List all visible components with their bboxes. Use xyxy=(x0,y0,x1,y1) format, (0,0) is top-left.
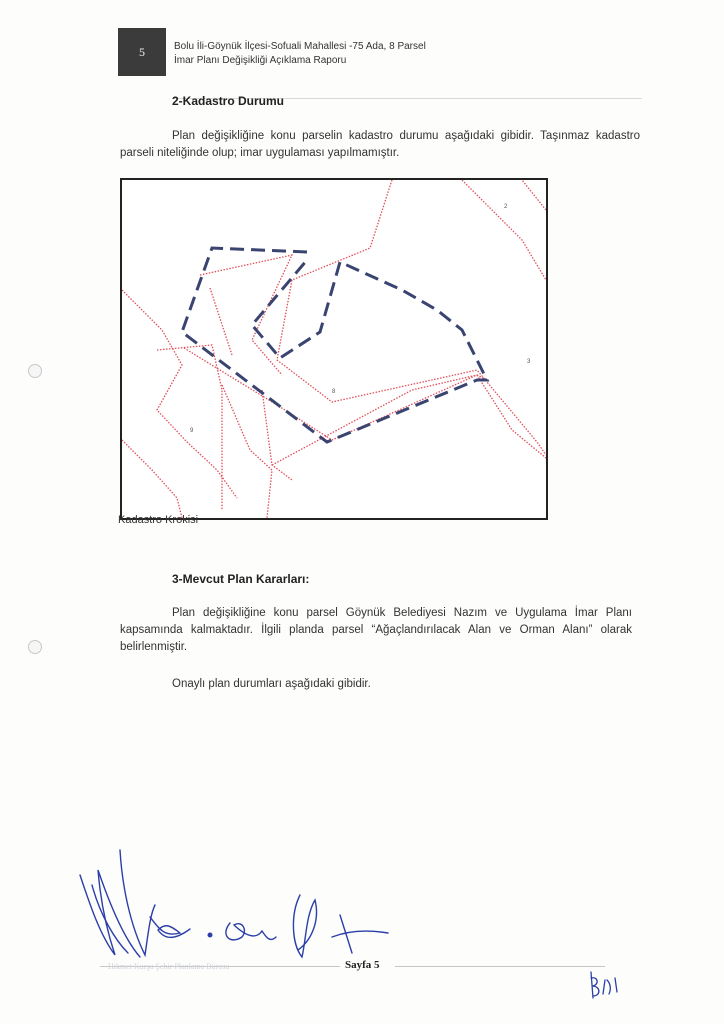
section-3-paragraph-1: Plan değişikliğine konu parsel Göynük Belediyesi Nazım ve Uygulama İmar Planı kapsamında kalmaktadır. İlgili planda parsel “Ağaçlandırılacak Alan ve Orman Alanı” olarak belirlenmiştir. xyxy=(120,607,632,653)
handwritten-signature xyxy=(70,845,400,970)
parcel-label-2: 2 xyxy=(504,204,508,210)
parcel-label-group xyxy=(190,204,531,434)
cadastral-map xyxy=(120,178,548,520)
footer-page-label: Sayfa 5 xyxy=(345,959,380,971)
plan-boundary-dashed xyxy=(182,248,487,442)
footer-rule-right xyxy=(395,966,605,967)
header-line-2: İmar Planı Değişikliği Açıklama Raporu xyxy=(174,55,347,66)
map-caption: Kadastro Krokisi xyxy=(118,514,199,526)
parcel-label-9: 9 xyxy=(190,428,194,434)
section-2-paragraph: Plan değişikliğine konu parselin kadastro durumu aşağıdaki gibidir. Taşınmaz kadastro parseli niteliğinde olup; imar uygulaması yapılmamıştır. xyxy=(120,130,640,159)
parcel-lines xyxy=(122,180,546,518)
footer-office-name: Hikmet Kurşu Şehir Planlama Bürosu xyxy=(108,962,230,971)
section-2-heading: 2-Kadastro Durumu xyxy=(172,94,285,108)
header-line-1: Bolu İli-Göynük İlçesi-Sofuali Mahallesi -75 Ada, 8 Parsel xyxy=(174,41,426,52)
parcel-label-8: 8 xyxy=(332,389,336,395)
handwritten-initials xyxy=(585,968,625,1004)
binder-hole-icon xyxy=(28,640,42,654)
section-3-paragraph-2: Onaylı plan durumları aşağıdaki gibidir. xyxy=(172,678,371,690)
page-number: 5 xyxy=(139,44,145,59)
cadastral-map-drawing xyxy=(122,180,546,518)
page-number-badge xyxy=(118,28,166,76)
section-3-heading: 3-Mevcut Plan Kararları: xyxy=(172,572,310,586)
binder-hole-icon xyxy=(28,364,42,378)
parcel-label-3: 3 xyxy=(527,359,531,365)
document-header xyxy=(174,40,426,68)
